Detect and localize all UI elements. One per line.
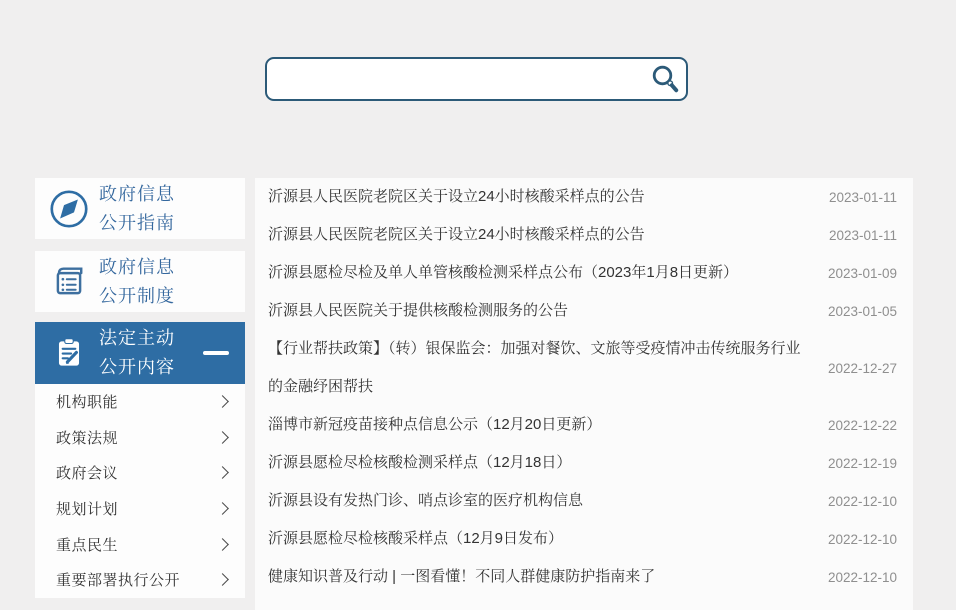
submenu-item-key-deployment[interactable] xyxy=(35,562,245,598)
submenu-item-label: 政策法规 xyxy=(56,429,119,447)
news-list-item[interactable] xyxy=(255,520,913,558)
submenu-item-planning[interactable] xyxy=(35,491,245,527)
news-title[interactable]: 沂源县人民医院老院区关于设立24小时核酸采样点的公告 xyxy=(268,226,645,243)
news-title[interactable]: 沂源县愿检尽检及单人单管核酸检测采样点公布（2023年1月8日更新） xyxy=(268,264,739,281)
submenu-item-government-meetings[interactable] xyxy=(35,455,245,491)
sidebar-item-label: 政府信息 xyxy=(99,183,175,204)
news-date: 2022-12-27 xyxy=(827,360,897,376)
news-title[interactable]: 沂源县愿检尽检核酸采样点（12月9日发布） xyxy=(268,530,564,547)
submenu-item-label: 重点民生 xyxy=(56,536,119,554)
sidebar xyxy=(35,178,245,598)
news-title[interactable]: 沂源县人民医院老院区关于设立24小时核酸采样点的公告 xyxy=(268,188,645,205)
search-icon xyxy=(649,63,681,95)
submenu-item-agency-functions[interactable] xyxy=(35,384,245,420)
sidebar-item-label: 政府信息 xyxy=(99,256,175,277)
news-date: 2022-12-19 xyxy=(827,455,897,471)
news-list-item[interactable] xyxy=(255,406,913,444)
news-date: 2023-01-11 xyxy=(828,227,897,243)
news-title[interactable]: 沂源县愿检尽检核酸检测采样点（12月18日） xyxy=(268,454,572,471)
news-date: 2022-12-22 xyxy=(827,417,897,433)
news-list-item[interactable] xyxy=(255,216,913,254)
submenu-item-label: 重要部署执行公开 xyxy=(56,572,181,590)
news-date: 2022-12-10 xyxy=(827,531,897,547)
submenu-item-label: 机构职能 xyxy=(56,394,119,412)
news-list-item[interactable] xyxy=(255,254,913,292)
news-list-item[interactable] xyxy=(255,292,913,330)
news-title[interactable]: 沂源县人民医院关于提供核酸检测服务的公告 xyxy=(268,302,569,319)
chevron-right-icon xyxy=(216,431,229,444)
news-list xyxy=(255,178,913,610)
sidebar-item-label: 公开内容 xyxy=(99,357,175,377)
submenu-item-key-livelihood[interactable] xyxy=(35,526,245,562)
chevron-right-icon xyxy=(216,573,229,586)
compass-icon xyxy=(47,188,91,230)
sidebar-item-statutory-disclosure[interactable] xyxy=(35,322,245,384)
news-list-item[interactable] xyxy=(255,444,913,482)
search-bar xyxy=(265,57,688,101)
news-date: 2023-01-05 xyxy=(827,303,897,319)
news-title[interactable]: 健康知识普及行动 | 一图看懂！不同人群健康防护指南来了 xyxy=(268,568,656,585)
news-title[interactable]: 淄博市新冠疫苗接种点信息公示（12月20日更新） xyxy=(268,416,602,433)
book-list-icon xyxy=(47,261,91,303)
sidebar-item-gov-info-system[interactable] xyxy=(35,251,245,312)
news-list-item[interactable] xyxy=(255,330,913,406)
news-title[interactable]: 【行业帮扶政策】（转）银保监会：加强对餐饮、文旅等受疫情冲击传统服务行业的金融纾困帮扶 xyxy=(268,340,801,395)
chevron-right-icon xyxy=(216,538,229,551)
chevron-right-icon xyxy=(216,502,229,515)
search-input[interactable] xyxy=(267,59,644,99)
news-date: 2022-12-10 xyxy=(827,569,897,585)
sidebar-item-label: 公开制度 xyxy=(99,285,175,306)
search-button[interactable] xyxy=(644,59,686,99)
sidebar-item-label: 法定主动 xyxy=(99,328,175,348)
collapse-minus-icon[interactable] xyxy=(203,351,229,355)
submenu-item-policies-regulations[interactable] xyxy=(35,420,245,456)
news-date: 2023-01-09 xyxy=(827,265,897,281)
news-date: 2023-01-11 xyxy=(828,189,897,205)
news-list-item[interactable] xyxy=(255,178,913,216)
news-list-item[interactable] xyxy=(255,482,913,520)
clipboard-pen-icon xyxy=(47,332,91,374)
sidebar-item-label: 公开指南 xyxy=(99,212,175,233)
submenu-item-label: 政府会议 xyxy=(56,465,119,483)
news-date: 2022-12-10 xyxy=(827,493,897,509)
sidebar-submenu xyxy=(35,384,245,598)
news-list-item[interactable] xyxy=(255,558,913,596)
chevron-right-icon xyxy=(216,467,229,480)
news-title[interactable]: 沂源县设有发热门诊、哨点诊室的医疗机构信息 xyxy=(268,492,584,509)
submenu-item-label: 规划计划 xyxy=(56,501,119,519)
chevron-right-icon xyxy=(216,395,229,408)
sidebar-item-gov-info-guide[interactable] xyxy=(35,178,245,239)
